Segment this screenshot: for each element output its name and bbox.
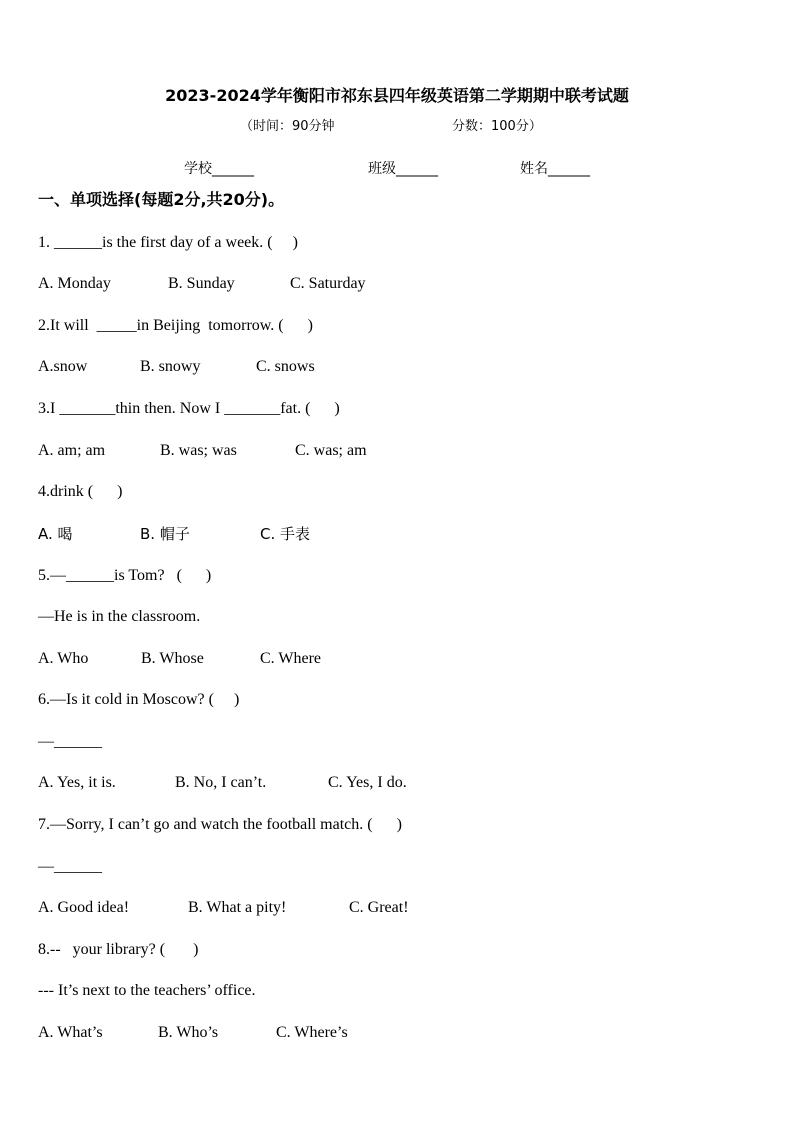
- question-4: 4.drink ( ): [38, 483, 123, 500]
- q3-option-a: A. am; am: [38, 442, 106, 459]
- class-field: 班级______: [368, 161, 438, 177]
- name-field: 姓名______: [520, 161, 590, 177]
- q5-reply: —He is in the classroom.: [38, 608, 201, 625]
- exam-time: （时间：90分钟: [240, 119, 335, 134]
- q2-option-c: C. snows: [256, 358, 315, 375]
- exam-score: 分数：100分）: [452, 119, 542, 134]
- question-3: 3.I _______thin then. Now I _______fat. ( ): [38, 400, 340, 417]
- q3-option-b: B. was; was: [160, 442, 237, 459]
- section-heading: 一、单项选择(每题2分,共20分)。: [38, 190, 285, 209]
- q8-option-b: B. Who’s: [158, 1024, 219, 1041]
- q4-option-b: B. 帽子: [140, 525, 190, 543]
- q6-option-b: B. No, I can’t.: [175, 774, 267, 791]
- q1-option-b: B. Sunday: [168, 275, 235, 292]
- q1-option-a: A. Monday: [38, 275, 111, 292]
- question-8: 8.-- your library? ( ): [38, 941, 199, 958]
- q3-option-c: C. was; am: [295, 442, 367, 459]
- school-field: 学校______: [184, 161, 254, 177]
- q1-option-c: C. Saturday: [290, 275, 366, 292]
- q2-option-a: A.snow: [38, 358, 88, 375]
- q5-option-a: A. Who: [38, 650, 89, 667]
- q4-option-c: C. 手表: [260, 525, 311, 543]
- question-2: 2.It will _____in Beijing tomorrow. ( ): [38, 317, 313, 334]
- q7-option-c: C. Great!: [349, 899, 409, 916]
- page-title: 2023-2024学年衡阳市祁东县四年级英语第二学期期中联考试题: [165, 86, 629, 105]
- q5-option-b: B. Whose: [141, 650, 204, 667]
- q7-reply: —______: [38, 858, 102, 875]
- question-7: 7.—Sorry, I can’t go and watch the football match. ( ): [38, 816, 402, 833]
- q8-option-a: A. What’s: [38, 1024, 103, 1041]
- q8-option-c: C. Where’s: [276, 1024, 348, 1041]
- q5-option-c: C. Where: [260, 650, 322, 667]
- q6-reply: —______: [38, 733, 102, 750]
- question-1: 1. ______is the first day of a week. ( ): [38, 234, 298, 251]
- q6-option-a: A. Yes, it is.: [38, 774, 116, 791]
- q8-reply: --- It’s next to the teachers’ office.: [38, 982, 256, 999]
- question-5: 5.—______is Tom? ( ): [38, 567, 212, 584]
- q6-option-c: C. Yes, I do.: [328, 774, 407, 791]
- q2-option-b: B. snowy: [140, 358, 201, 375]
- q7-option-a: A. Good idea!: [38, 899, 130, 916]
- q4-option-a: A. 喝: [38, 525, 73, 543]
- q7-option-b: B. What a pity!: [188, 899, 287, 916]
- question-6: 6.—Is it cold in Moscow? ( ): [38, 691, 240, 708]
